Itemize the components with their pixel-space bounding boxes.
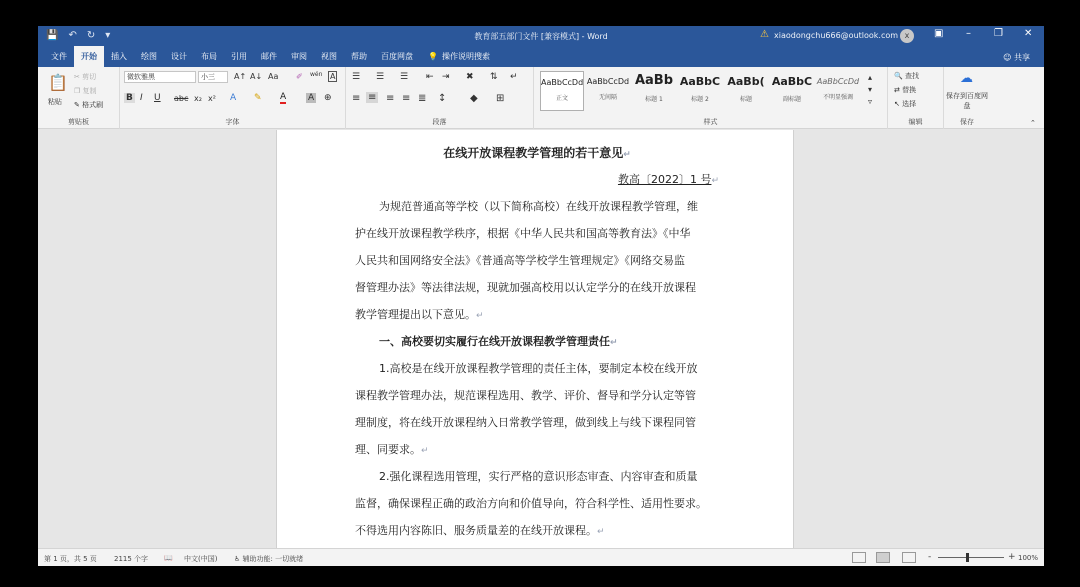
sort-icon[interactable]: ⇅ <box>490 72 498 82</box>
account-name[interactable]: xiaodongchu666@outlook.com <box>774 31 899 40</box>
style-title[interactable]: AaBb( 标题 <box>727 75 765 103</box>
enclose-char-icon[interactable]: ⊕ <box>324 93 332 103</box>
status-bar <box>38 548 1044 566</box>
warning-icon: ⚠ <box>760 29 769 40</box>
replace-button[interactable]: ⇄ 替换 <box>894 86 917 94</box>
body-line: 监督，确保课程正确的政治方向和价值导向，符合科学性、适用性要求。 <box>355 497 707 510</box>
tell-me-search[interactable]: 操作说明搜索 <box>441 52 490 61</box>
tab-file[interactable]: 文件 <box>51 52 67 61</box>
document-area <box>38 130 1044 548</box>
line-spacing-icon[interactable]: ↕ <box>438 93 447 104</box>
change-case-button[interactable]: Aa <box>268 72 279 81</box>
save-to-baidu-button[interactable]: 保存到百度网盘 <box>946 92 988 110</box>
cursor-icon: ↖ <box>894 100 900 108</box>
web-layout-icon[interactable] <box>902 552 916 563</box>
accessibility-icon: ♿ <box>234 555 243 563</box>
body-line: 教学管理提出以下意见。↵ <box>355 308 484 321</box>
highlight-icon[interactable]: ✎ <box>254 93 262 103</box>
paragraph-label: 段落 <box>432 118 447 126</box>
read-mode-icon[interactable] <box>852 552 866 563</box>
restore-icon[interactable]: ❐ <box>994 28 1003 39</box>
zoom-slider-thumb[interactable] <box>966 553 969 562</box>
clipboard-group <box>38 67 120 129</box>
zoom-out-button[interactable]: - <box>928 552 932 562</box>
style-no-spacing[interactable]: AaBbCcDd 无间隔 <box>586 77 630 101</box>
borders-icon[interactable]: ⊞ <box>496 93 505 104</box>
paragraph-group <box>346 67 534 129</box>
multilevel-list-icon[interactable]: ☰ <box>400 72 409 82</box>
section-heading: 一、高校要切实履行在线开放课程教学管理责任↵ <box>379 335 618 348</box>
justify-icon[interactable]: ≡ <box>402 93 411 104</box>
body-line: 督管理办法》等法律法规，现就加强高校用以认定学分的在线开放课程 <box>355 281 696 294</box>
tab-baidu-netdisk[interactable]: 百度网盘 <box>381 52 413 61</box>
tab-insert[interactable]: 插入 <box>111 52 127 61</box>
minimize-icon[interactable]: – <box>966 28 971 39</box>
find-button[interactable]: 🔍 查找 <box>894 72 919 80</box>
doc-title: 在线开放课程教学管理的若干意见↵ <box>443 146 631 160</box>
document-page[interactable] <box>276 130 794 548</box>
doc-number: 教高〔2022〕1 号↵ <box>617 173 719 186</box>
paste-button[interactable]: 粘贴 <box>48 98 62 106</box>
style-heading-1[interactable]: AaBb 标题 1 <box>634 73 674 103</box>
numbering-icon[interactable]: ☰ <box>376 72 385 82</box>
body-line: 2.强化课程选用管理，实行严格的意识形态审查、内容审查和质量 <box>379 470 698 483</box>
tab-design[interactable]: 设计 <box>171 52 187 61</box>
save-icon[interactable]: 💾 <box>46 30 59 41</box>
ribbon-display-icon[interactable]: ▣ <box>934 28 944 39</box>
zoom-in-button[interactable]: + <box>1008 552 1016 562</box>
zoom-slider-track[interactable] <box>938 557 1004 558</box>
close-icon[interactable]: ✕ <box>1024 28 1033 39</box>
show-marks-icon[interactable]: ↵ <box>510 72 518 82</box>
align-left-icon[interactable]: ≡ <box>352 93 361 104</box>
body-line: 人民共和国网络安全法》《普通高等学校学生管理规定》《网络交易监 <box>355 254 685 267</box>
increase-indent-icon[interactable]: ⇥ <box>442 72 450 82</box>
style-heading-2[interactable]: AaBbC 标题 2 <box>679 75 721 103</box>
chinese-layout-icon[interactable]: ✖ <box>466 72 474 82</box>
brush-icon: ✎ <box>74 101 80 109</box>
tab-layout[interactable]: 布局 <box>201 52 217 61</box>
subscript-button[interactable]: x₂ <box>194 94 202 103</box>
style-normal[interactable]: AaBbCcDd 正文 <box>540 71 584 111</box>
ribbon-tabs <box>38 46 1044 67</box>
customize-icon[interactable]: ▾ <box>105 30 111 41</box>
share-label: 共享 <box>1014 53 1030 62</box>
grow-font-icon[interactable]: A↑ <box>234 72 247 81</box>
strikethrough-button[interactable]: abc <box>174 94 189 103</box>
clear-format-icon[interactable]: ✐ <box>296 72 303 81</box>
proofing-icon[interactable]: 📖 <box>164 554 173 562</box>
select-button[interactable]: ↖ 选择 <box>894 100 917 108</box>
ribbon <box>38 67 1044 129</box>
save-label: 保存 <box>960 118 974 126</box>
tab-view[interactable]: 视图 <box>321 52 337 61</box>
editing-group <box>888 67 944 129</box>
save-group <box>944 67 990 129</box>
tab-mailings[interactable]: 邮件 <box>261 52 277 61</box>
accessibility-status[interactable]: ♿ 辅助功能: 一切就绪 <box>234 555 304 563</box>
paste-icon[interactable]: 📋 <box>48 73 68 92</box>
decrease-indent-icon[interactable]: ⇤ <box>426 72 434 82</box>
font-label: 字体 <box>225 118 240 126</box>
phonetic-guide-button[interactable]: wén <box>310 71 323 78</box>
underline-button[interactable]: U <box>154 93 161 103</box>
share-button[interactable] <box>1003 52 1030 63</box>
word-window <box>38 26 1044 566</box>
body-line: 理制度，将在线开放课程纳入日常教学管理，做到线上与线下课程同管 <box>355 416 696 429</box>
body-line: 课程教学管理办法，规范课程选用、教学、评价、督导和学分认定等管 <box>355 389 696 402</box>
lightbulb-icon: 💡 <box>428 52 438 61</box>
style-subtitle[interactable]: AaBbC 副标题 <box>771 75 813 103</box>
font-name-combo[interactable]: 微软雅黑 <box>124 71 196 83</box>
avatar[interactable]: x <box>900 29 914 43</box>
search-icon: 🔍 <box>894 72 903 80</box>
replace-icon: ⇄ <box>894 86 900 94</box>
text-effects-icon[interactable]: A <box>230 93 237 103</box>
scissors-icon: ✂ <box>74 73 80 81</box>
styles-label: 样式 <box>703 118 718 126</box>
bullets-icon[interactable]: ☰ <box>352 72 361 82</box>
char-shading-icon[interactable]: A <box>308 93 315 103</box>
person-icon: ☺ <box>1003 53 1014 62</box>
zoom-level[interactable]: 100% <box>1018 554 1039 562</box>
style-subtle-emphasis[interactable]: AaBbCcDd 不明显强调 <box>816 77 860 101</box>
cut-button[interactable]: ✂ 剪切 <box>74 73 97 81</box>
format-painter-button[interactable]: ✎ 格式刷 <box>74 101 104 109</box>
tab-review[interactable]: 审阅 <box>291 52 307 61</box>
copy-button[interactable]: ❐ 复制 <box>74 87 97 95</box>
shrink-font-icon[interactable]: A↓ <box>250 72 263 81</box>
body-line: 为规范普通高等学校（以下简称高校）在线开放课程教学管理，维 <box>379 200 698 213</box>
styles-scroll-down-icon[interactable]: ▾ <box>868 85 873 94</box>
distributed-icon[interactable]: ≣ <box>418 93 427 104</box>
styles-group <box>534 67 888 129</box>
italic-button[interactable]: I <box>140 93 143 103</box>
body-line: 护在线开放课程教学秩序，根据《中华人民共和国高等教育法》《中华 <box>355 227 691 240</box>
body-line: 不得选用内容陈旧、服务质量差的在线开放课程。↵ <box>355 524 605 537</box>
tab-home[interactable]: 开始 <box>74 46 104 67</box>
title-bar <box>38 26 1044 46</box>
page-count[interactable]: 第 1 页，共 5 页 <box>44 555 97 563</box>
document-title: 教育部五部门文件 [兼容模式] - Word <box>474 32 608 41</box>
font-size-combo[interactable]: 小三 <box>198 71 228 83</box>
tab-help[interactable]: 帮助 <box>351 52 367 61</box>
body-line: 1.高校是在线开放课程教学管理的责任主体，要制定本校在线开放 <box>379 362 698 375</box>
styles-scroll-up-icon[interactable]: ▴ <box>868 73 873 82</box>
print-layout-icon[interactable] <box>876 552 890 563</box>
align-center-icon[interactable]: ≡ <box>368 92 377 103</box>
char-border-button[interactable]: A <box>330 72 336 81</box>
language-indicator[interactable]: 中文(中国) <box>184 555 218 563</box>
baidu-cloud-icon[interactable]: ☁ <box>960 71 973 86</box>
redo-icon[interactable]: ↻ <box>86 30 96 41</box>
editing-label: 编辑 <box>908 118 923 126</box>
tab-draw[interactable]: 绘图 <box>141 52 157 61</box>
shading-icon[interactable]: ◆ <box>470 93 478 104</box>
bold-button[interactable]: B <box>126 93 133 103</box>
word-count[interactable]: 2115 个字 <box>114 555 149 563</box>
font-color-icon[interactable]: A <box>280 92 287 102</box>
align-right-icon[interactable]: ≡ <box>386 93 395 104</box>
tab-references[interactable]: 引用 <box>231 52 247 61</box>
copy-icon: ❐ <box>74 87 81 95</box>
collapse-ribbon-icon[interactable]: ⌃ <box>1030 119 1036 127</box>
undo-icon[interactable]: ↶ <box>68 30 77 41</box>
body-line: 理、同要求。↵ <box>355 443 429 456</box>
font-group <box>120 67 346 129</box>
superscript-button[interactable]: x² <box>208 94 216 103</box>
clipboard-label: 剪贴板 <box>68 118 89 126</box>
styles-more-icon[interactable]: ▿ <box>868 97 873 106</box>
